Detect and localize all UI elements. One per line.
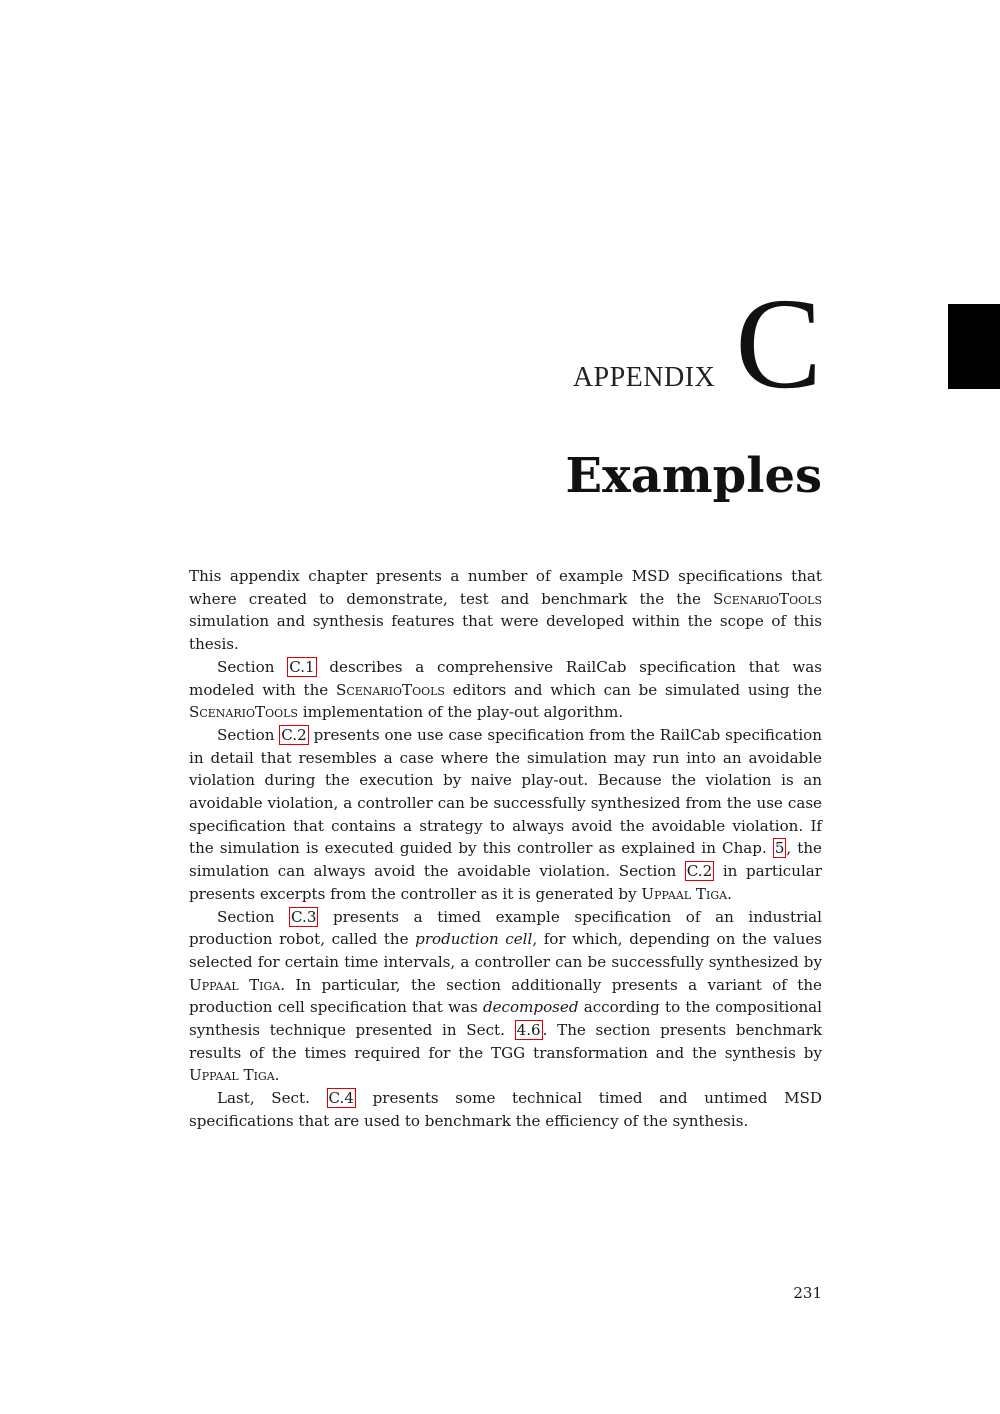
software-name: Uppaal Tiga [189, 975, 281, 994]
text-run: describes a comprehensive RailCab specification that was modeled with the [189, 657, 823, 699]
text-run: Section [217, 907, 290, 926]
section-link[interactable]: C.4 [328, 1089, 354, 1108]
text-run: Section [217, 725, 280, 744]
emphasis: production cell [415, 930, 533, 949]
software-name: ScenarioTools [336, 680, 445, 699]
text-run: simulation and synthesis features that were developed within the scope of this thesis. [189, 612, 822, 654]
chapter-thumb-tab [948, 304, 1000, 389]
paragraph-5 [189, 1087, 822, 1132]
text-run: presents one use case specification from the RailCab specification in detail that resembles a case where the simulation may run into an avoidable violation during the execution by naive play-out. Because the violation is an avoidable violation, a controller can be successfully synthesized from the use case specification that contains a strategy to always avoid the avoidable violation. If the simulation is executed guided by this controller as explained in Chap. [189, 725, 822, 858]
software-name: Uppaal Tiga [189, 1066, 275, 1085]
section-link[interactable]: 4.6 [516, 1021, 541, 1040]
text-run: , the simulation can always avoid the avoidable violation. Section [189, 839, 822, 881]
section-link[interactable]: C.3 [291, 907, 317, 926]
software-name: Uppaal Tiga [641, 884, 728, 903]
text-run: implementation of the play-out algorithm. [297, 703, 624, 722]
section-link[interactable]: C.1 [289, 657, 315, 676]
chapter-heading [572, 272, 822, 417]
paragraph-3 [189, 724, 822, 906]
page-number: 231 [793, 1284, 822, 1302]
emphasis: decomposed [482, 998, 579, 1017]
appendix-label: APPENDIX [572, 362, 716, 393]
text-run: This appendix chapter presents a number of example MSD specifications that where created to demonstrate, test and benchmark the the [189, 567, 822, 608]
chapter-title: Examples [565, 448, 822, 504]
text-run: , for which, depending on the values selected for certain time intervals, a controller can be successfully synthesized by [189, 930, 823, 971]
text-run: presents a timed example specification of an industrial production robot, called the [189, 907, 822, 949]
appendix-letter: C [735, 272, 822, 417]
text-run: Section [217, 657, 288, 676]
paragraph-2 [189, 656, 822, 724]
section-link[interactable]: C.2 [686, 862, 713, 881]
text-run: . [274, 1066, 280, 1085]
text-run: . [727, 884, 732, 903]
paragraph-1 [189, 565, 822, 656]
text-run: according to the compositional synthesis technique presented in Sect. [189, 998, 822, 1040]
software-name: ScenarioTools [713, 589, 822, 608]
text-run: Last, Sect. [217, 1089, 327, 1108]
text-run: in particular presents excerpts from the controller as it is generated by [189, 862, 822, 903]
text-run: . In particular, the section additionally presents a variant of the production cell specification that was [189, 975, 822, 1017]
chapter-link[interactable]: 5 [774, 839, 785, 858]
text-run: . The section presents benchmark results of the times required for the TGG transformation and the synthesis by [189, 1021, 822, 1062]
body-text [189, 565, 822, 1133]
paragraph-4 [189, 906, 822, 1088]
section-link[interactable]: C.2 [281, 725, 307, 744]
text-run: editors and which can be simulated using the [444, 680, 823, 699]
text-run: presents some technical timed and untimed MSD specifications that are used to benchmark the efficiency of the synthesis. [189, 1089, 822, 1130]
software-name: ScenarioTools [189, 703, 298, 722]
